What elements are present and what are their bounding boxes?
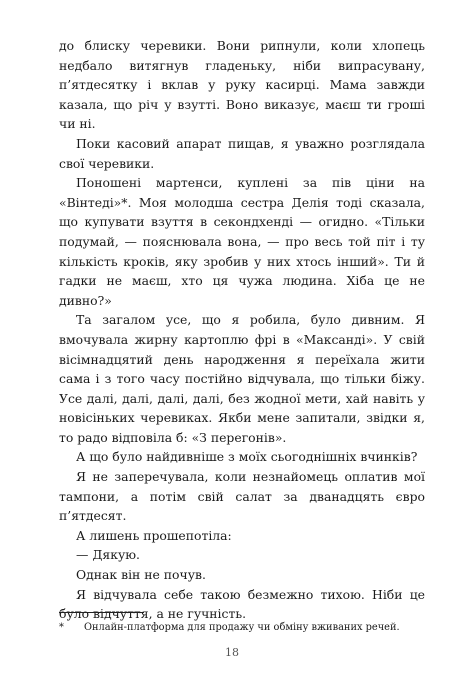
- page-number: 18: [225, 646, 239, 659]
- paragraph: Я не заперечувала, коли незнайомець оплатив мої тампони, а потім свій салат за дванадцять євро п’ятдесят.: [59, 469, 425, 524]
- paragraph: Поки касовий апарат пищав, я уважно розглядала свої черевики.: [59, 135, 425, 171]
- footnote: [59, 621, 425, 634]
- paragraph: Та загалом усе, що я робила, було дивним. Я вмочувала жирну картоплю фрі в «Максанді». У свій вісімнадцятий день народження я переїхала жити сама і з того часу постійно відчувала, що тільки біжу. Усе далі, далі, далі, далі, без жодної мети, хай навіть у новісіньких черевиках. Якби мене запитали, звідки я, то радо відповіла б: «З перегонів».: [59, 312, 425, 445]
- footnote-text: Онлайн-платформа для продажу чи обміну вживаних речей.: [84, 622, 400, 633]
- footnote-marker: *: [59, 622, 64, 633]
- paragraph: А лишень прошепотіла:: [76, 527, 232, 543]
- paragraph: — Дякую.: [76, 547, 140, 563]
- paragraph: Я відчувала себе такою безмежно тихою. Ніби це було відчуття, а не гучність.: [59, 586, 425, 622]
- paragraph: Однак він не почув.: [76, 567, 206, 583]
- footnote-rule: [59, 612, 144, 613]
- body-text: [59, 36, 425, 624]
- paragraph: Поношені мартенси, куплені за пів ціни на «Вінтеді»*. Моя молодша сестра Делія тоді сказала, що купувати взуття в секондхенді — огидно. «Тільки подумай, — пояснювала вона, — про весь той піт і ту кількість кроків, яку зробив у них хтось інший». Ти й гадки не маєш, хто ця чужа людина. Хіба це не дивно?»: [59, 175, 425, 308]
- paragraph: до блиску черевики. Вони рипнули, коли хлопець недбало витягнув гладеньку, ніби випрасувану, п’ятдесятку і вклав у руку касирці. Мама завжди казала, що річ у взутті. Воно виказує, маєш ти гроші чи ні.: [59, 38, 425, 132]
- paragraph: А що було найдивніше з моїх сьогоднішніх вчинків?: [76, 449, 418, 465]
